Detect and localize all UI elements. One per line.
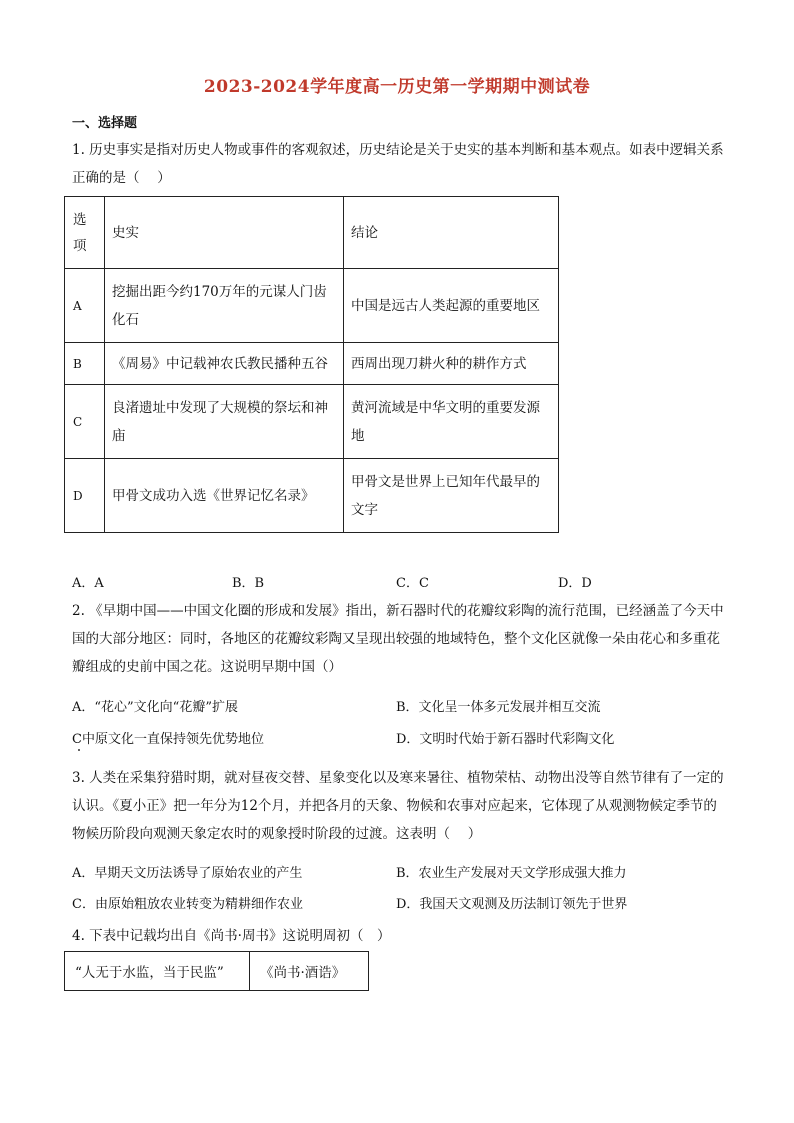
question-1-option-d[interactable]: D．D <box>558 576 592 591</box>
question-3-option-a[interactable]: A．早期天文历法诱导了原始农业的产生 <box>72 866 303 881</box>
table-header-cell: 史实 <box>105 197 344 269</box>
table-row <box>65 385 559 459</box>
table-cell-option: B <box>65 343 105 385</box>
stray-dot <box>78 749 80 751</box>
table-row <box>65 459 559 533</box>
section-heading: 一、选择题 <box>72 116 138 131</box>
table-header-row <box>65 197 559 269</box>
table-cell-fact: 挖掘出距今约170万年的元谋人门齿化石 <box>105 269 344 343</box>
table-row <box>65 269 559 343</box>
header-option: 选项 <box>73 211 87 254</box>
question-3-option-c[interactable]: C．由原始粗放农业转变为精耕细作农业 <box>72 897 303 912</box>
question-3-option-b[interactable]: B．农业生产发展对天文学形成强大推力 <box>396 866 627 881</box>
question-3-stem: 3. 人类在采集狩猎时期，就对昼夜交替、星象变化以及寒来暑往、植物荣枯、动物出没等自然节律有了一定的认识。《夏小正》把一年分为12个月，并把各月的天象、物候和农事对应起来，它体现了从观测物候定季节的物候历阶段向观测天象定农时的观象授时阶段的过渡。这表明（ ） <box>72 770 724 842</box>
question-1-option-a[interactable]: A．A <box>72 576 104 591</box>
table-row <box>65 952 369 991</box>
table-cell-fact: 甲骨文成功入选《世界记忆名录》 <box>105 459 344 533</box>
table-cell-quote: “人无于水监，当于民监” <box>65 952 250 991</box>
question-1-option-b[interactable]: B．B <box>232 576 265 591</box>
table-cell-conclusion: 中国是远古人类起源的重要地区 <box>344 269 559 343</box>
question-2-option-d[interactable]: D．文明时代始于新石器时代彩陶文化 <box>396 732 615 747</box>
table-cell-fact: 《周易》中记载神农氏教民播种五谷 <box>105 343 344 385</box>
question-2-option-a[interactable]: A．“花心”文化向“花瓣”扩展 <box>72 700 238 715</box>
table-cell-source: 《尚书·酒诰》 <box>250 952 369 991</box>
table-cell-option: A <box>65 269 105 343</box>
question-1-option-c[interactable]: C．C <box>396 576 429 591</box>
table-cell-conclusion: 西周出现刀耕火种的耕作方式 <box>344 343 559 385</box>
question-3-option-d[interactable]: D．我国天文观测及历法制订领先于世界 <box>396 897 628 912</box>
question-4-stem: 4. 下表中记载均出自《尚书·周书》这说明周初（ ） <box>72 928 391 944</box>
table-row <box>65 343 559 385</box>
table-cell-conclusion: 甲骨文是世界上已知年代最早的文字 <box>344 459 559 533</box>
table-cell-option: D <box>65 459 105 533</box>
question-2-stem: 2. 《早期中国——中国文化圈的形成和发展》指出，新石器时代的花瓣纹彩陶的流行范围，已经涵盖了今天中国的大部分地区：同时，各地区的花瓣纹彩陶又呈现出较强的地域特色，整个文化区就像一朵由花心和多重花瓣组成的史前中国之花。这说明早期中国（） <box>72 603 724 675</box>
table-cell-option: C <box>65 385 105 459</box>
table-cell-conclusion: 黄河流域是中华文明的重要发源地 <box>344 385 559 459</box>
question-1-table <box>64 196 559 533</box>
table-header-cell <box>65 197 105 269</box>
page-title: 2023-2024学年度高一历史第一学期期中测试卷 <box>203 77 591 97</box>
table-cell-fact: 良渚遗址中发现了大规模的祭坛和神庙 <box>105 385 344 459</box>
question-2-option-b[interactable]: B．文化呈一体多元发展并相互交流 <box>396 700 601 715</box>
question-1-stem: 1. 历史事实是指对历史人物或事件的客观叙述，历史结论是关于史实的基本判断和基本观点。如表中逻辑关系正确的是（ ） <box>72 142 724 186</box>
table-header-cell: 结论 <box>344 197 559 269</box>
question-2-option-c[interactable]: C中原文化一直保持领先优势地位 <box>72 732 264 747</box>
question-4-table <box>64 951 369 991</box>
